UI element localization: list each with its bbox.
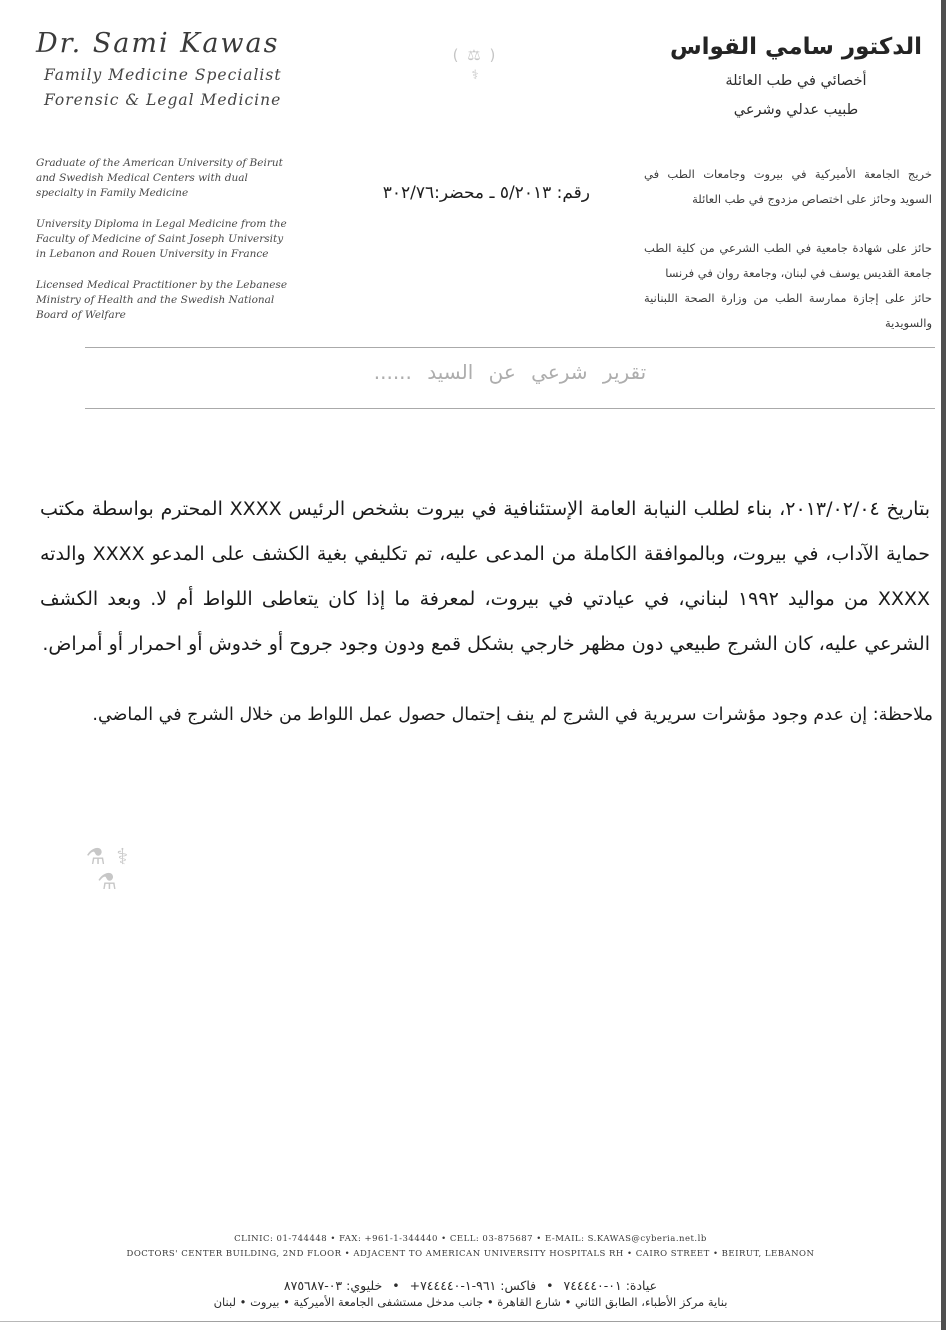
scan-bottom-line	[0, 1321, 941, 1322]
footer-contact-english: CLINIC: 01-744448 • FAX: +961-1-344440 • CELL: 03-875687 • E-MAIL: S.KAWAS@cyberia.net.lb	[234, 1234, 707, 1244]
credential-arabic-2: حائز على شهادة جامعية في الطب الشرعي من كلية الطب جامعة القديس يوسف في لبنان، وجامعة روان في فرنسا	[644, 241, 932, 280]
credential-arabic-1: خريج الجامعة الأميركية في بيروت وجامعات الطب في السويد وحائز على اختصاص مزدوج في طب العائلة	[644, 167, 932, 206]
footer-contact-arabic	[0, 1278, 941, 1293]
doctor-title-arabic-2: طبيب عدلي وشرعي	[733, 102, 859, 118]
report-reference-number: رقم: ٥/٢٠١٣ ـ محضر:٣٠٢/٧٦	[382, 183, 590, 203]
credential-english-3: Licensed Medical Practitioner by the Lebanese Ministry of Health and the Swedish National Board of Welfare	[36, 279, 288, 321]
caduceus-icon: ⚕	[471, 68, 479, 83]
report-body-paragraph: بتاريخ ٢٠١٣/٠٢/٠٤، بناء لطلب النيابة العامة الإستئنافية في بيروت بشخص الرئيس XXXX المحترم بواسطة مكتب حماية الآداب، في بيروت، وبالموافقة الكاملة من المدعى عليه، تم تكليفي بغية الكشف على المدعو XXXX والدته XXXX من مواليد ١٩٩٢ لبناني، في عيادتي في بيروت، لمعرفة ما إذا كان يتعاطى اللواط أم لا. وبعد الكشف الشرعي عليه، كان الشرج طبيعي دون مظهر خارجي بشكل قمع ودون وجود جروح أو خدوش أو احمرار أو أمراض.	[40, 498, 930, 655]
stamp-icon	[430, 46, 520, 83]
clinic-phone-label: عيادة:	[625, 1278, 658, 1293]
title-divider-top	[85, 347, 935, 348]
doctor-title-english-1: Family Medicine Specialist	[44, 66, 282, 84]
report-note: ملاحظة: إن عدم وجود مؤشرات سريرية في الشرج لم ينف إحتمال حصول عمل اللواط من خلال الشرج في الماضي.	[92, 705, 933, 725]
scales-icon: ( ⚖ )	[452, 46, 498, 64]
doctor-name-arabic: الدكتور سامي القواس	[669, 34, 923, 60]
scan-edge-shadow	[941, 0, 946, 1330]
footer-address-arabic: بناية مركز الأطباء، الطابق الثاني • شارع القاهرة • جانب مدخل مستشفى الجامعة الأميركية • بيروت • لبنان	[213, 1295, 728, 1309]
fax-label: فاكس:	[500, 1278, 537, 1293]
title-divider-bottom	[85, 408, 935, 409]
credentials-arabic	[644, 162, 932, 336]
doctor-title-arabic-1: أخصائي في طب العائلة	[725, 73, 867, 89]
letterhead-arabic	[658, 34, 934, 118]
footer-address-english: DOCTORS' CENTER BUILDING, 2ND FLOOR • ADJACENT TO AMERICAN UNIVERSITY HOSPITALS RH • CAIRO STREET • BEIRUT, LEBANON	[126, 1249, 815, 1259]
footer-separator: •	[392, 1278, 400, 1293]
cell-value: ٠٣-٨٧٥٦٨٧	[283, 1278, 343, 1293]
doctor-name-english: Dr. Sami Kawas	[36, 28, 280, 59]
emblem-icon: ⚗ ⚕ ⚗	[85, 845, 131, 895]
credential-arabic-3: حائز على إجازة ممارسة الطب من وزارة الصحة اللبنانية والسويدية	[644, 291, 932, 330]
letterhead-english	[36, 28, 326, 109]
report-title: تقرير شرعي عن السيد ......	[373, 360, 647, 384]
clinic-phone-value: ٠١-٧٤٤٤٤٠	[563, 1278, 622, 1293]
doctor-title-english-2: Forensic & Legal Medicine	[44, 91, 282, 109]
credential-english-1: Graduate of the American University of Beirut and Swedish Medical Centers with dual specialty in Family Medicine	[36, 157, 283, 199]
cell-label: خليوي:	[346, 1278, 383, 1293]
credentials-english	[36, 156, 288, 339]
footer-separator: •	[546, 1278, 554, 1293]
credential-english-2: University Diploma in Legal Medicine from the Faculty of Medicine of Saint Joseph University in Lebanon and Rouen University in France	[36, 218, 287, 260]
fax-value: +٩٦١-١-٧٤٤٤٤٠	[409, 1278, 497, 1293]
